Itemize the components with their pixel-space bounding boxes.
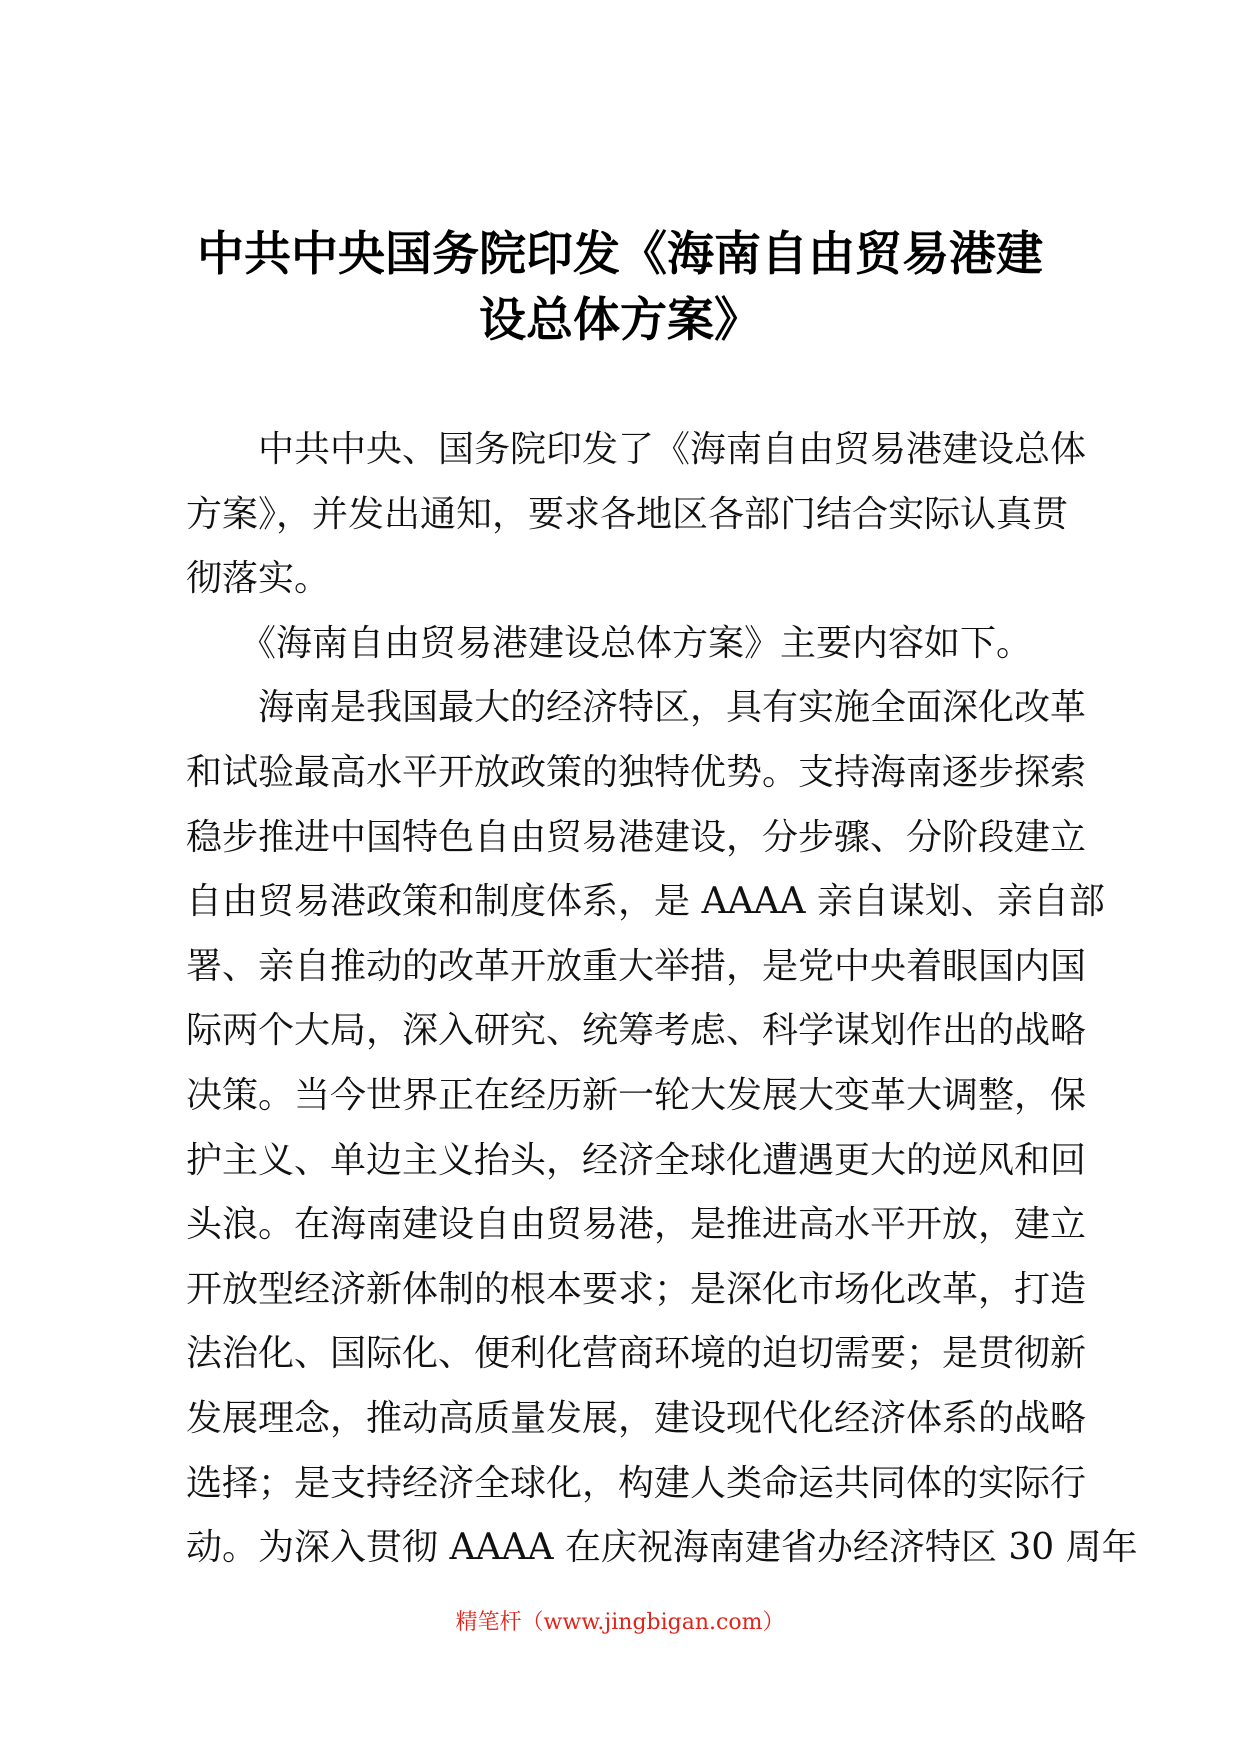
document-body [186, 418, 1138, 1581]
title-line-1: 中共中央国务院印发《海南自由贸易港建 [197, 227, 1043, 282]
title-line-2: 设总体方案》 [479, 293, 761, 348]
body-line: 法治化、国际化、便利化营商环境的迫切需要；是贯彻新 [186, 1333, 1087, 1375]
body-line: 署、亲自推动的改革开放重大举措，是党中央着眼国内国 [186, 945, 1087, 987]
body-line: 头浪。在海南建设自由贸易港，是推进高水平开放，建立 [186, 1204, 1087, 1246]
body-line: 稳步推进中国特色自由贸易港建设，分步骤、分阶段建立 [186, 816, 1087, 858]
body-line: 彻落实。 [186, 558, 331, 600]
body-line: 和试验最高水平开放政策的独特优势。支持海南逐步探索 [186, 751, 1087, 793]
body-line: 际两个大局，深入研究、统筹考虑、科学谋划作出的战略 [186, 1010, 1087, 1052]
body-line: 中共中央、国务院印发了《海南自由贸易港建设总体 [186, 429, 1087, 470]
body-line: 发展理念，推动高质量发展，建设现代化经济体系的战略 [186, 1397, 1087, 1439]
body-line: 方案》，并发出通知，要求各地区各部门结合实际认真贯 [186, 493, 1069, 535]
document-title [150, 222, 1090, 354]
body-line: 开放型经济新体制的根本要求；是深化市场化改革，打造 [186, 1268, 1087, 1310]
body-line: 选择；是支持经济全球化，构建人类命运共同体的实际行 [186, 1462, 1087, 1504]
body-line: 动。为深入贯彻 AAAA 在庆祝海南建省办经济特区 30 周年 [186, 1527, 1138, 1569]
body-line: 护主义、单边主义抬头，经济全球化遭遇更大的逆风和回 [186, 1139, 1087, 1181]
body-line: 海南是我国最大的经济特区，具有实施全面深化改革 [186, 687, 1087, 729]
body-line: 《海南自由贸易港建设总体方案》主要内容如下。 [186, 622, 1033, 664]
body-line: 自由贸易港政策和制度体系，是 AAAA 亲自谋划、亲自部 [186, 881, 1105, 923]
footer-watermark-link[interactable]: 精笔杆（www.jingbigan.com） [455, 1610, 785, 1635]
body-line: 决策。当今世界正在经历新一轮大发展大变革大调整，保 [186, 1074, 1087, 1116]
